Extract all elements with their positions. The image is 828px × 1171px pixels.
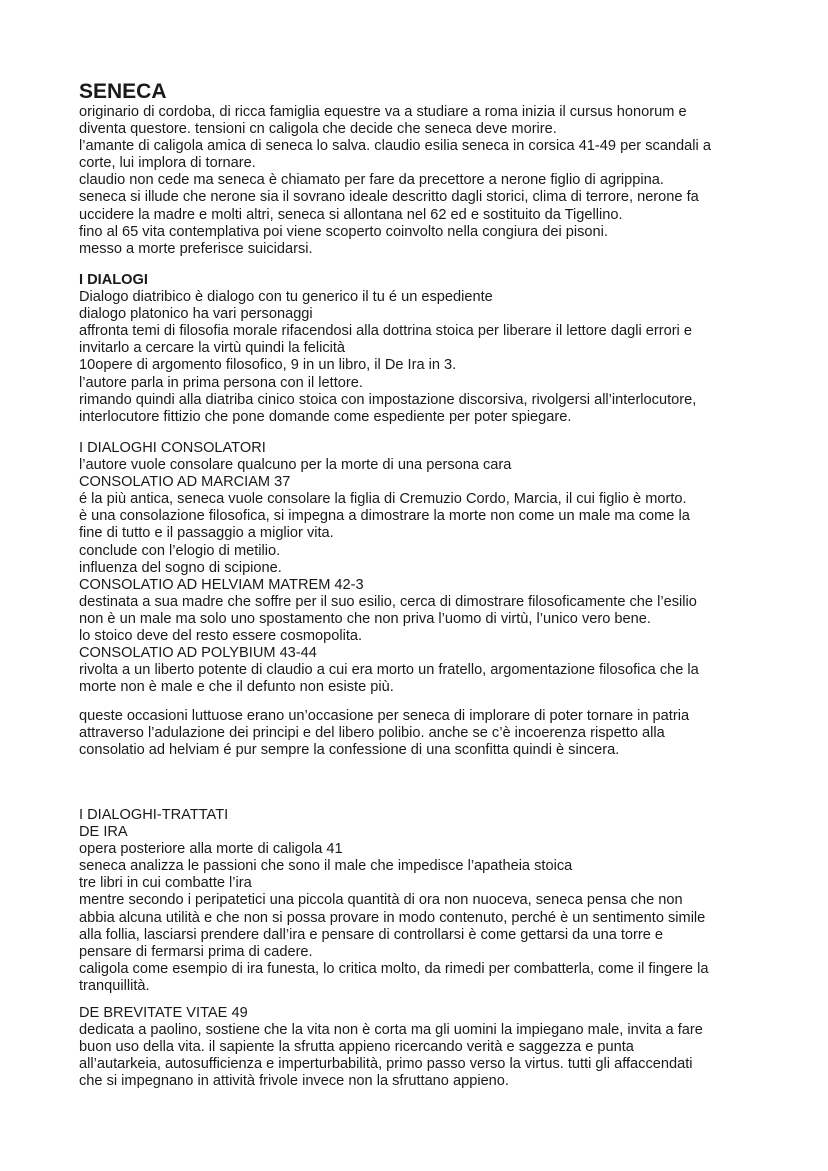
text-line: destinata a sua madre che soffre per il suo esilio, cerca di dimostrare filosoficamente che l’esilio <box>79 593 697 610</box>
section-heading: I DIALOGHI CONSOLATORI <box>79 440 266 456</box>
text-line: tre libri in cui combatte l’ira <box>79 875 252 892</box>
text-line: caligola come esempio di ira funesta, lo critica molto, da rimedi per combatterla, come il fingere la <box>79 960 709 977</box>
text-line: originario di cordoba, di ricca famiglia equestre va a studiare a roma inizia il cursus honorum e <box>79 104 687 120</box>
subsection-heading: CONSOLATIO AD POLYBIUM 43-44 <box>79 645 317 662</box>
text-line: é la più antica, seneca vuole consolare la figlia di Cremuzio Cordo, Marcia, il cui figlio è morto. <box>79 491 687 508</box>
text-line: buon uso della vita. il sapiente la sfrutta appieno ricercando verità e saggezza e punta <box>79 1039 634 1056</box>
text-line: non è un male ma solo uno spostamento che non priva l’uomo di virtù, l’unico vero bene. <box>79 610 651 627</box>
brevitate-section <box>79 1005 779 1090</box>
occasioni-paragraph <box>79 708 779 759</box>
text-line: dialogo platonico ha vari personaggi <box>79 306 313 323</box>
text-line: messo a morte preferisce suicidarsi. <box>79 240 313 257</box>
text-line: attraverso l’adulazione dei principi e del libero polibio. anche se c’è incoerenza rispetto alla <box>79 725 665 742</box>
text-line: l’autore vuole consolare qualcuno per la morte di una persona cara <box>79 457 512 474</box>
consolatori-section <box>79 440 779 696</box>
text-line: dedicata a paolino, sostiene che la vita non è corta ma gli uomini la impiegano male, invita a fare <box>79 1022 703 1039</box>
text-line: corte, lui implora di tornare. <box>79 155 256 172</box>
text-line: l’autore parla in prima persona con il lettore. <box>79 374 363 391</box>
text-line: è una consolazione filosofica, si impegna a dimostrare la morte non come un male ma come la <box>79 508 690 525</box>
text-line: 10opere di argomento filosofico, 9 in un libro, il De Ira in 3. <box>79 357 457 374</box>
text-line: Dialogo diatribico è dialogo con tu generico il tu é un espediente <box>79 289 493 306</box>
text-line: abbia alcuna utilità e che non si possa provare in modo contenuto, perché è un sentimento simile <box>79 909 706 926</box>
dialogi-section <box>79 272 779 426</box>
text-line: affronta temi di filosofia morale rifacendosi alla dottrina stoica per liberare il lettore dagli errori e <box>79 323 692 340</box>
text-line: diventa questore. tensioni cn caligola che decide che seneca deve morire. <box>79 121 557 138</box>
text-line: seneca si illude che nerone sia il sovrano ideale descritto dagli storici, clima di terrore, nerone fa <box>79 189 699 206</box>
intro-paragraph <box>79 104 779 258</box>
text-line: rimando quindi alla diatriba cinico stoica con impostazione discorsiva, rivolgersi all’interlocutore, <box>79 391 697 408</box>
text-line: morte non è male e che il defunto non esiste più. <box>79 679 394 696</box>
text-line: queste occasioni luttuose erano un’occasione per seneca di implorare di poter tornare in patria <box>79 708 690 724</box>
text-line: opera posteriore alla morte di caligola 41 <box>79 841 343 858</box>
text-line: pensare di fermarsi prima di cadere. <box>79 943 313 960</box>
text-line: tranquillità. <box>79 977 150 994</box>
subsection-heading: CONSOLATIO AD MARCIAM 37 <box>79 474 291 491</box>
text-line: fino al 65 vita contemplativa poi viene scoperto coinvolto nella congiura dei pisoni. <box>79 223 608 240</box>
section-heading: I DIALOGHI-TRATTATI <box>79 807 229 823</box>
trattati-section <box>79 807 779 995</box>
text-line: interlocutore fittizio che pone domande come espediente per poter spiegare. <box>79 408 572 425</box>
section-heading: I DIALOGI <box>79 272 148 288</box>
text-line: invitarlo a cercare la virtù quindi la felicità <box>79 340 346 357</box>
text-line: uccidere la madre e molti altri, seneca si allontana nel 62 ed e sostituito da Tigellino. <box>79 206 623 223</box>
text-line: seneca analizza le passioni che sono il male che impedisce l’apatheia stoica <box>79 858 573 875</box>
text-line: alla follia, lasciarsi prendere dall’ira e pensare di controllarsi è come gettarsi da una torre e <box>79 926 664 943</box>
text-line: influenza del sogno di scipione. <box>79 559 282 576</box>
text-line: mentre secondo i peripatetici una piccola quantità di ora non nuoceva, seneca pensa che non <box>79 892 683 909</box>
text-line: lo stoico deve del resto essere cosmopolita. <box>79 628 363 645</box>
text-line: fine di tutto e il passaggio a miglior vita. <box>79 525 334 542</box>
text-line: che si impegnano in attività frivole invece non la sfruttano appieno. <box>79 1073 509 1090</box>
text-line: all’autarkeia, autosufficienza e imperturbabilità, primo passo verso la virtus. tutti gli affaccendati <box>79 1056 693 1073</box>
text-line: conclude con l’elogio di metilio. <box>79 542 281 559</box>
subsection-heading: DE IRA <box>79 824 128 841</box>
text-line: rivolta a un liberto potente di claudio a cui era morto un fratello, argomentazione filosofica che la <box>79 662 699 679</box>
subsection-heading: DE BREVITATE VITAE 49 <box>79 1005 248 1021</box>
text-line: l’amante di caligola amica di seneca lo salva. claudio esilia seneca in corsica 41-49 per scandali a <box>79 138 711 155</box>
text-line: claudio non cede ma seneca è chiamato per fare da precettore a nerone figlio di agrippina. <box>79 172 664 189</box>
text-line: consolatio ad helviam é pur sempre la confessione di una sconfitta quindi è sincera. <box>79 742 620 759</box>
page-title: SENECA <box>79 80 167 103</box>
subsection-heading: CONSOLATIO AD HELVIAM MATREM 42-3 <box>79 576 364 593</box>
